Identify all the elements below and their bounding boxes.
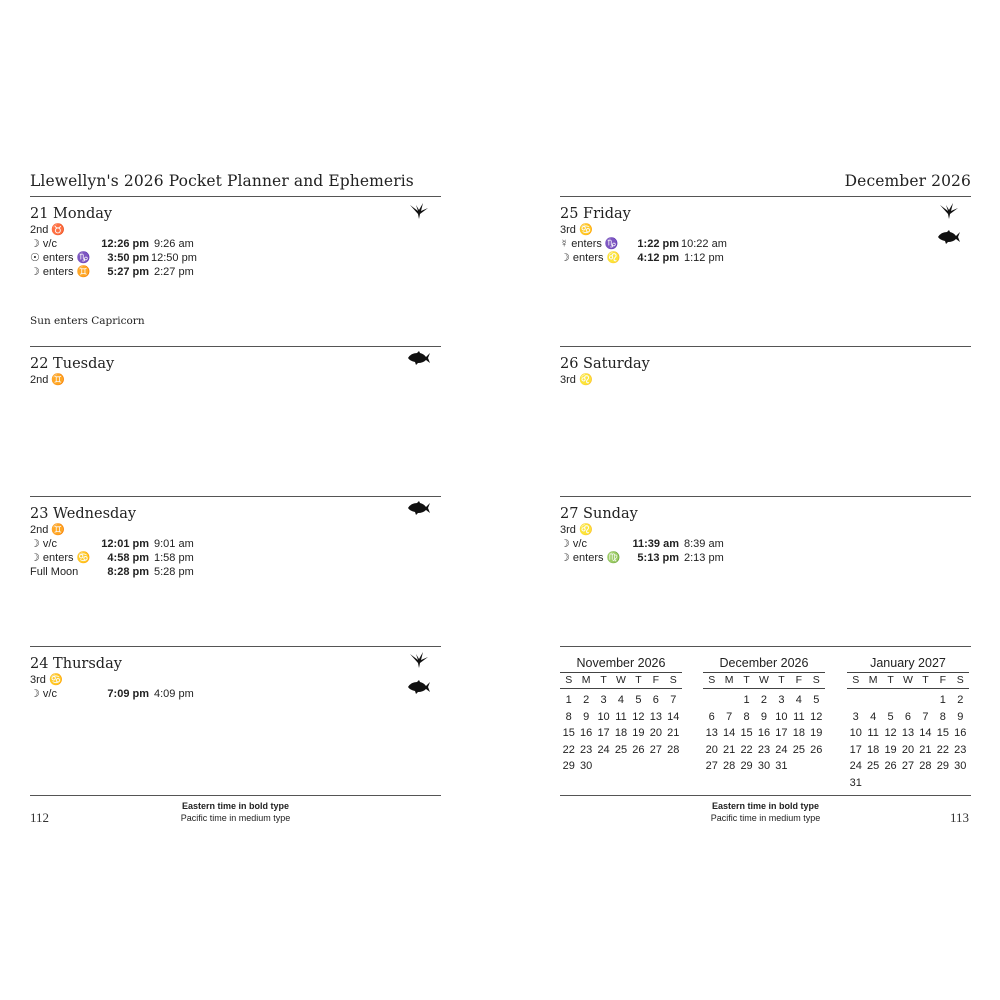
pacific-time: 1:58 pm (154, 552, 194, 564)
date-cell: 30 (954, 760, 967, 772)
date-cell: 1 (565, 694, 572, 706)
divider (560, 795, 971, 796)
weekday-label: T (887, 674, 894, 686)
weekday-label: W (759, 674, 769, 686)
eastern-time: 1:22 pm (637, 238, 679, 250)
date-cell: 15 (562, 727, 575, 739)
date-cell: 29 (562, 760, 575, 772)
date-cell: 25 (614, 743, 628, 756)
event-row (30, 687, 441, 701)
date-cell: 24 (849, 760, 862, 772)
date-cell: 16 (954, 727, 967, 739)
date-cell: 24 (775, 743, 788, 756)
pacific-time-legend: Pacific time in medium type (180, 813, 291, 823)
weekday-label: S (812, 674, 820, 686)
day-title: 23 Wednesday (30, 506, 137, 522)
weekday-header (560, 672, 682, 689)
date-cell: 22 (740, 743, 753, 756)
date-cell: 10 (597, 710, 610, 723)
eastern-time: 12:01 pm (101, 538, 149, 550)
date-cell: 6 (708, 710, 715, 723)
date-cell: 8 (939, 710, 946, 723)
weekday-label: S (565, 674, 573, 686)
day-title: 21 Monday (30, 206, 113, 222)
day-title: 24 Thursday (30, 656, 122, 672)
moon-phase: 2nd ♉ (30, 224, 66, 236)
date-cell: 31 (775, 760, 788, 772)
date-cell: 17 (775, 727, 788, 739)
date-cell: 26 (810, 743, 823, 756)
pacific-time: 10:22 am (681, 238, 727, 250)
event-row (30, 265, 441, 279)
day-block-23 (30, 497, 441, 637)
event-label: ☉ enters ♑ (30, 252, 91, 264)
date-cell: 13 (901, 727, 915, 739)
date-cell: 9 (583, 710, 590, 723)
weekday-header (847, 672, 969, 689)
date-cell: 3 (600, 694, 607, 706)
left-page (30, 0, 441, 1000)
date-cell: 20 (901, 743, 915, 756)
date-cell: 5 (813, 694, 820, 706)
event-row (30, 237, 441, 251)
event-row (30, 537, 441, 551)
date-cell: 14 (667, 710, 680, 723)
divider (30, 795, 441, 796)
day-note: Sun enters Capricorn (30, 315, 145, 327)
event-label: ☽ enters ♌ (560, 252, 621, 264)
pacific-time: 4:09 pm (154, 688, 194, 700)
empty-cell (720, 692, 737, 709)
day-block-24 (30, 647, 441, 787)
eastern-time: 5:13 pm (637, 552, 679, 564)
date-cell: 13 (649, 710, 662, 723)
date-cell: 23 (757, 743, 771, 756)
date-cell: 19 (810, 727, 823, 739)
time-legend (30, 800, 441, 824)
weekday-label: F (939, 674, 947, 686)
date-cell: 7 (670, 694, 677, 706)
date-grid (560, 692, 682, 775)
eastern-time-legend: Eastern time in bold type (711, 801, 820, 811)
leaf-icon (937, 202, 961, 220)
fish-icon (407, 349, 431, 367)
date-cell: 7 (922, 710, 929, 723)
day-title: 26 Saturday (560, 356, 650, 372)
date-cell: 15 (740, 727, 753, 739)
eastern-time: 7:09 pm (107, 688, 149, 700)
time-legend (560, 800, 971, 824)
date-cell: 28 (919, 760, 932, 772)
date-cell: 23 (580, 743, 593, 756)
event-label: ☽ v/c (30, 688, 57, 700)
date-grid (847, 692, 969, 791)
weekday-label: T (743, 674, 750, 686)
date-cell: 25 (792, 743, 805, 756)
weekday-label: M (868, 674, 878, 686)
eastern-time: 11:39 am (632, 538, 679, 550)
date-cell: 4 (617, 694, 625, 706)
date-cell: 25 (867, 760, 880, 772)
eastern-time: 5:27 pm (107, 266, 149, 278)
event-row (30, 551, 441, 565)
date-cell: 9 (957, 710, 964, 723)
date-cell: 14 (919, 727, 932, 739)
date-cell: 6 (904, 710, 912, 723)
empty-cell (703, 692, 720, 709)
date-cell: 20 (705, 743, 718, 756)
date-cell: 9 (760, 710, 768, 723)
running-head: Llewellyn's 2026 Pocket Planner and Ephemeris (30, 172, 414, 190)
date-cell: 13 (705, 727, 718, 739)
date-cell: 5 (635, 694, 642, 706)
date-cell: 27 (705, 760, 718, 772)
weekday-label: T (600, 674, 607, 686)
date-cell: 8 (565, 710, 572, 723)
date-cell: 11 (793, 710, 805, 723)
event-row (560, 551, 971, 565)
event-row (560, 237, 971, 251)
date-cell: 18 (867, 743, 880, 756)
event-label: ☽ v/c (560, 538, 587, 550)
day-block-26 (560, 347, 971, 487)
weekday-label: W (616, 674, 626, 686)
date-cell: 12 (884, 727, 897, 739)
mini-calendar-title: December 2026 (719, 656, 809, 670)
mini-calendar-december-2026 (703, 656, 825, 775)
date-cell: 16 (757, 727, 771, 739)
day-title: 25 Friday (560, 206, 631, 222)
event-label: ☽ enters ♋ (30, 552, 91, 564)
pacific-time: 5:28 pm (154, 566, 194, 578)
date-cell: 11 (867, 727, 879, 739)
event-row (30, 251, 441, 265)
event-row (560, 251, 971, 265)
eastern-time: 12:26 pm (101, 238, 149, 250)
date-cell: 10 (775, 710, 788, 723)
date-cell: 3 (852, 710, 859, 723)
date-cell: 22 (562, 743, 575, 756)
date-cell: 21 (919, 743, 932, 756)
date-cell: 14 (723, 727, 736, 739)
date-cell: 19 (884, 743, 897, 756)
date-cell: 27 (649, 743, 662, 756)
date-cell: 12 (810, 710, 823, 723)
date-cell: 17 (849, 743, 862, 756)
weekday-label: S (852, 674, 860, 686)
event-label: ☽ enters ♊ (30, 266, 91, 278)
date-cell: 2 (957, 694, 964, 706)
date-grid (703, 692, 825, 775)
date-cell: 31 (849, 776, 862, 789)
date-cell: 6 (652, 694, 659, 706)
date-cell: 28 (723, 760, 736, 772)
weekday-label: S (708, 674, 716, 686)
pacific-time: 8:39 am (684, 538, 724, 550)
empty-cell (847, 692, 864, 709)
leaf-icon (407, 202, 431, 220)
weekday-label: F (795, 674, 803, 686)
weekday-label: M (581, 674, 591, 686)
weekday-label: T (635, 674, 642, 686)
date-cell: 20 (649, 727, 662, 739)
weekday-label: W (903, 674, 913, 686)
weekday-label: T (778, 674, 785, 686)
date-cell: 30 (757, 760, 771, 772)
eastern-time: 4:58 pm (107, 552, 149, 564)
moon-phase: 3rd ♋ (560, 224, 593, 236)
weekday-label: S (956, 674, 964, 686)
date-cell: 7 (726, 710, 733, 723)
date-cell: 12 (632, 710, 645, 723)
right-page (560, 0, 971, 1000)
event-label: ☿ enters ♑ (560, 238, 619, 250)
page-number: 112 (30, 810, 50, 825)
day-block-27 (560, 497, 971, 637)
event-row (30, 565, 441, 579)
eastern-time: 8:28 pm (107, 566, 149, 578)
weekday-label: T (922, 674, 929, 686)
page-number: 113 (949, 810, 969, 825)
pacific-time: 9:26 am (154, 238, 194, 250)
event-label: Full Moon (30, 566, 79, 578)
date-cell: 2 (760, 694, 768, 706)
mini-calendar-november-2026 (560, 656, 682, 775)
date-cell: 15 (936, 727, 949, 739)
moon-phase: 3rd ♌ (560, 374, 593, 386)
date-cell: 2 (583, 694, 590, 706)
mini-calendar-title: January 2027 (870, 656, 946, 670)
date-cell: 30 (580, 760, 593, 772)
date-cell: 21 (723, 743, 736, 756)
divider (560, 646, 971, 647)
weekday-label: F (652, 674, 660, 686)
empty-cell (882, 692, 899, 709)
weekday-header (703, 672, 825, 689)
date-cell: 1 (743, 694, 750, 706)
pacific-time-legend: Pacific time in medium type (710, 813, 821, 823)
date-cell: 21 (667, 727, 680, 739)
fish-icon (407, 499, 431, 517)
weekday-label: M (724, 674, 734, 686)
leaf-icon (407, 651, 431, 669)
pacific-time: 2:13 pm (684, 552, 724, 564)
date-cell: 29 (936, 760, 949, 772)
date-cell: 11 (615, 710, 627, 723)
date-cell: 1 (939, 694, 946, 706)
date-cell: 22 (936, 743, 949, 756)
pacific-time: 12:50 pm (151, 252, 197, 264)
date-cell: 4 (795, 694, 802, 706)
empty-cell (864, 692, 881, 709)
running-head: December 2026 (844, 172, 971, 190)
date-cell: 5 (887, 710, 894, 723)
event-label: ☽ enters ♍ (560, 552, 621, 564)
date-cell: 17 (597, 727, 610, 739)
day-title: 22 Tuesday (30, 356, 115, 372)
moon-phase: 3rd ♌ (560, 524, 593, 536)
moon-phase: 2nd ♊ (30, 374, 66, 386)
date-cell: 10 (849, 727, 862, 739)
fish-icon (407, 678, 431, 696)
event-label: ☽ v/c (30, 238, 57, 250)
date-cell: 18 (614, 727, 628, 739)
date-cell: 8 (743, 710, 750, 723)
day-title: 27 Sunday (560, 506, 638, 522)
date-cell: 4 (870, 710, 877, 723)
date-cell: 18 (792, 727, 805, 739)
date-cell: 19 (632, 727, 645, 739)
event-row (560, 537, 971, 551)
date-cell: 27 (901, 760, 915, 772)
eastern-time: 3:50 pm (107, 252, 149, 264)
empty-cell (917, 692, 934, 709)
moon-phase: 2nd ♊ (30, 524, 66, 536)
day-block-25 (560, 197, 971, 337)
pacific-time: 9:01 am (154, 538, 194, 550)
empty-cell (899, 692, 916, 709)
date-cell: 26 (632, 743, 645, 756)
eastern-time-legend: Eastern time in bold type (181, 801, 290, 811)
date-cell: 16 (580, 727, 593, 739)
date-cell: 3 (778, 694, 785, 706)
date-cell: 23 (954, 743, 967, 756)
eastern-time: 4:12 pm (637, 252, 679, 264)
date-cell: 28 (667, 743, 680, 756)
day-block-21 (30, 197, 441, 337)
weekday-label: S (669, 674, 677, 686)
mini-calendar-title: November 2026 (576, 656, 666, 670)
day-block-22 (30, 347, 441, 487)
fish-icon (937, 228, 961, 246)
date-cell: 26 (884, 760, 897, 772)
date-cell: 24 (597, 743, 610, 756)
date-cell: 29 (740, 760, 753, 772)
pacific-time: 1:12 pm (684, 252, 724, 264)
pacific-time: 2:27 pm (154, 266, 194, 278)
event-label: ☽ v/c (30, 538, 57, 550)
moon-phase: 3rd ♋ (30, 674, 63, 686)
mini-calendar-january-2027 (847, 656, 969, 791)
